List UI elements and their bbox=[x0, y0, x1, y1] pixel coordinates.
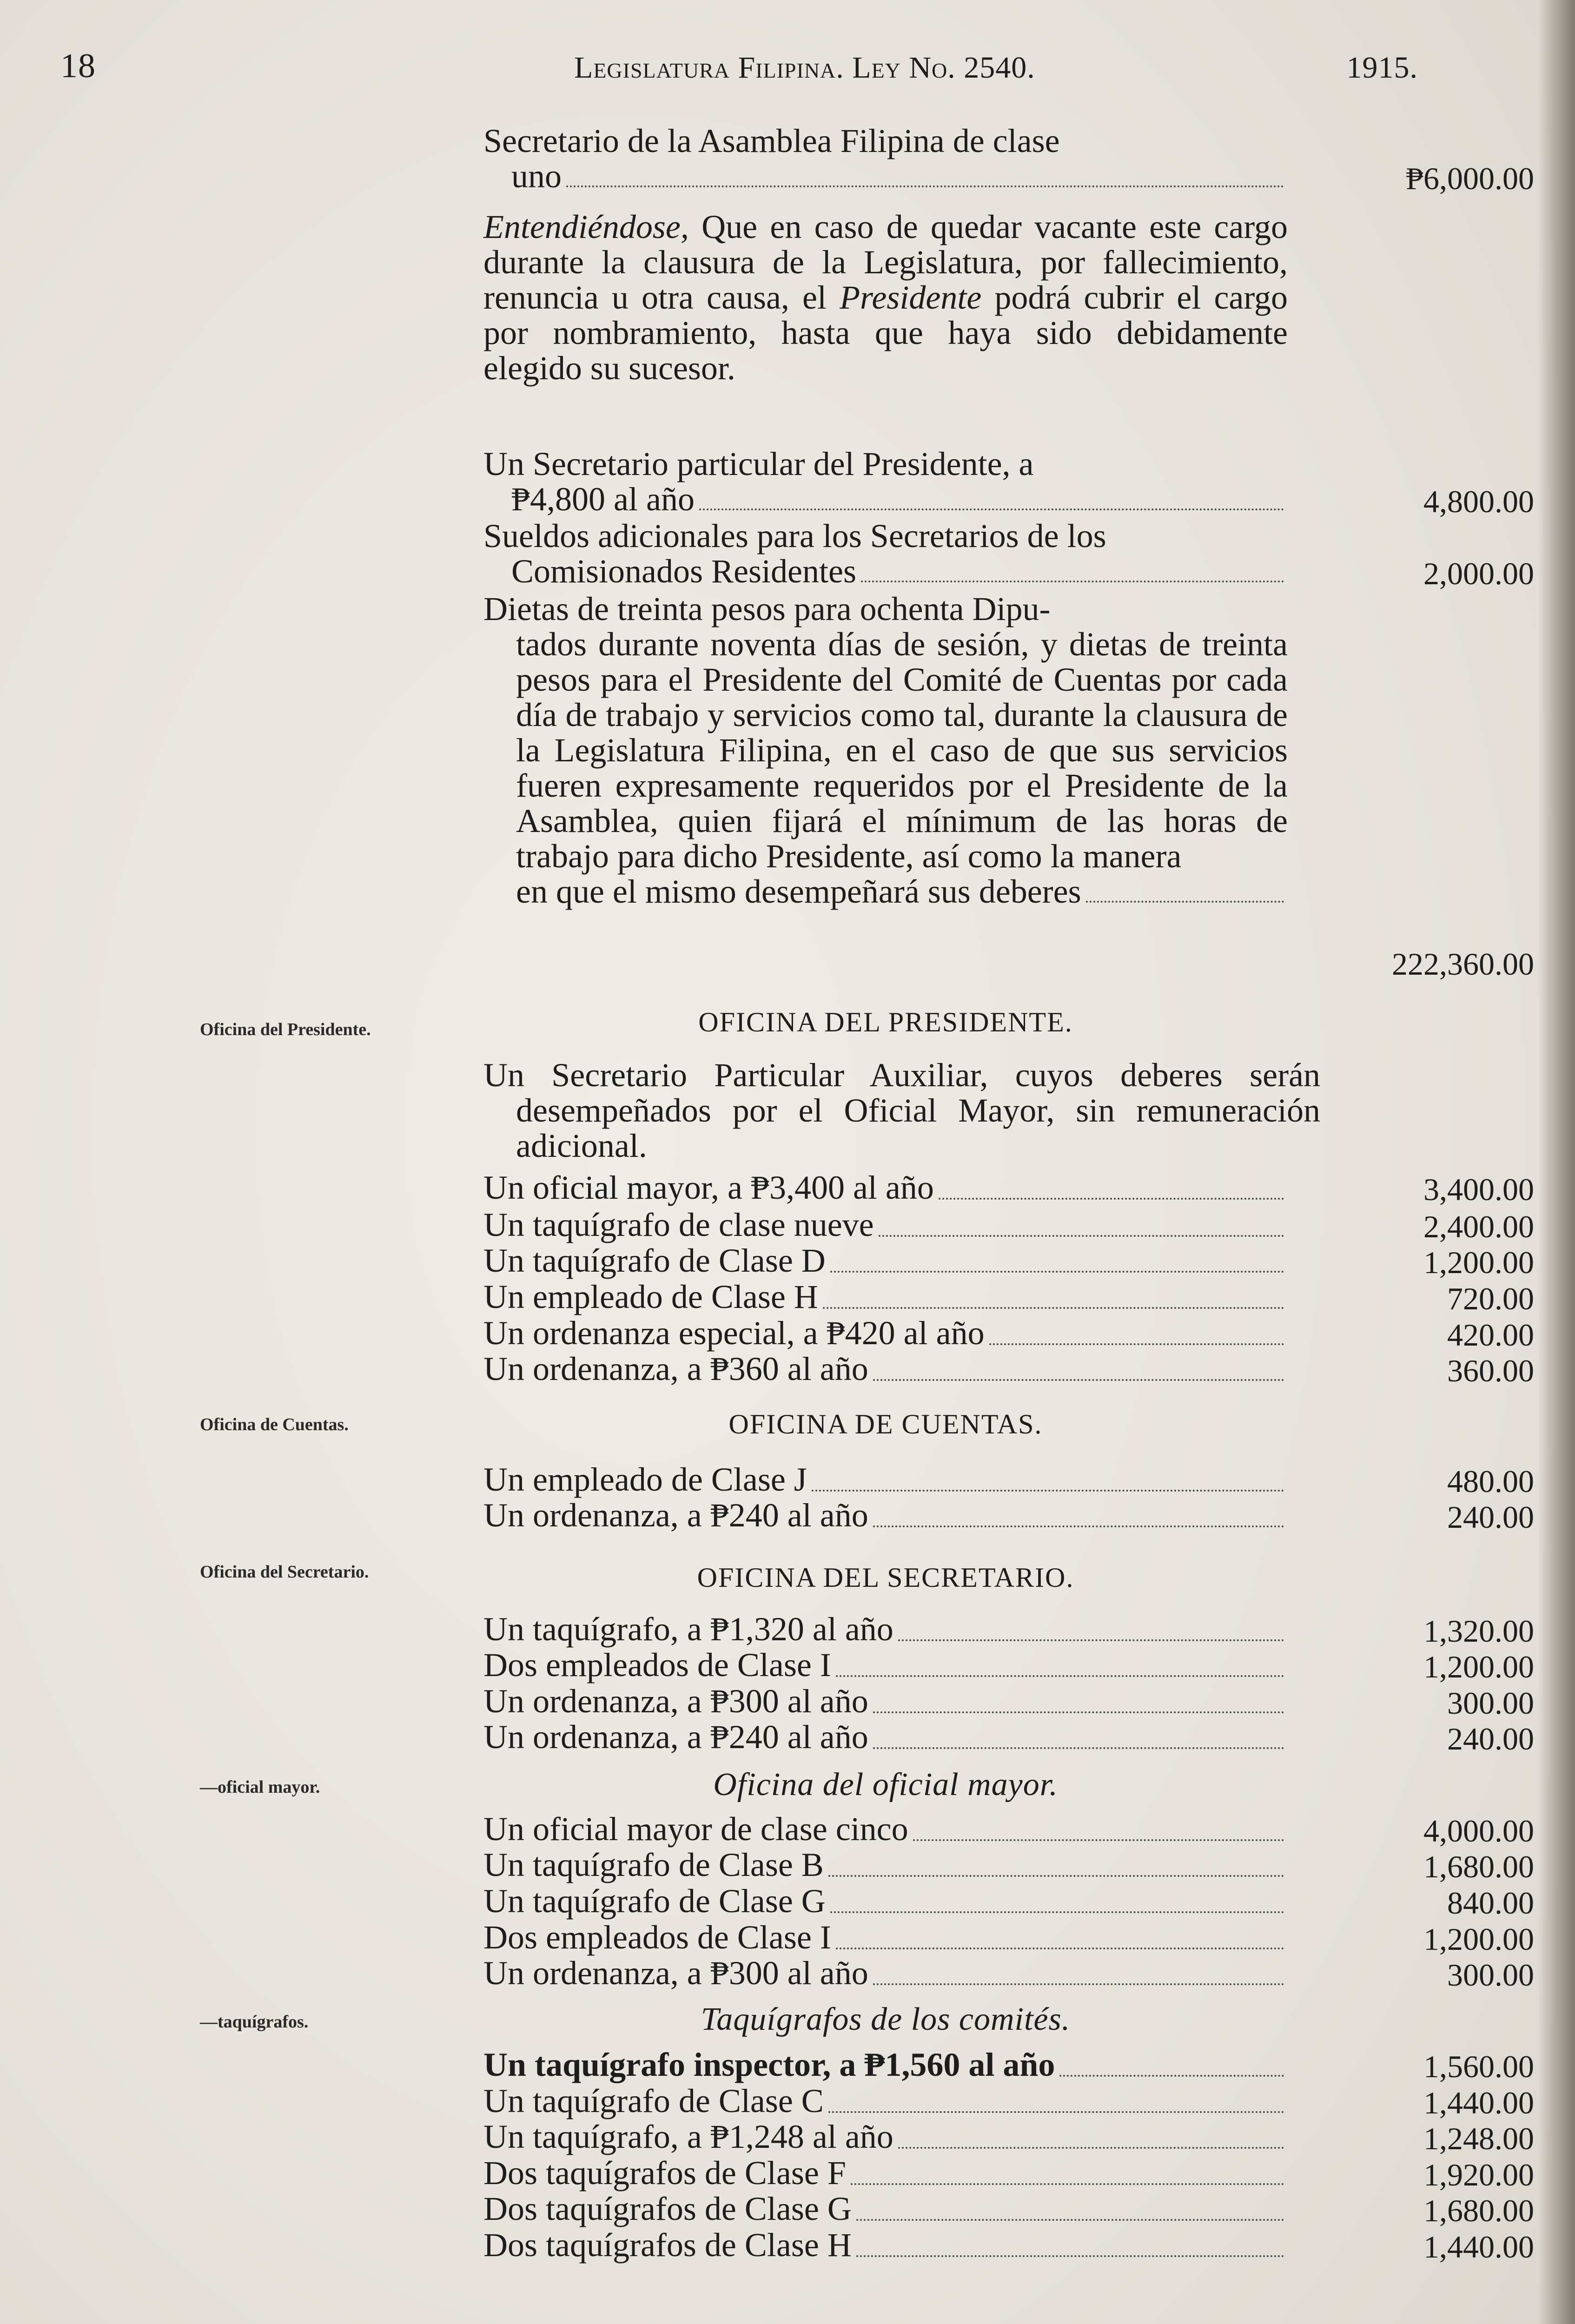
margin-note-oficial-mayor: —oficial mayor. bbox=[200, 1777, 320, 1797]
margin-note-cuentas: Oficina de Cuentas. bbox=[200, 1415, 349, 1434]
secretario-particular-amount: 4,800.00 bbox=[1423, 484, 1534, 519]
secretario-line2-text: uno bbox=[511, 158, 562, 195]
presidente-amount-3: 720.00 bbox=[1447, 1281, 1534, 1316]
presidente-item-0 bbox=[483, 1169, 1288, 1206]
secretario-amount: ₱6,000.00 bbox=[1406, 161, 1534, 196]
entendiendose-text2: podrá cubrir el cargo por nombramiento, hasta que haya sido debidamente elegido su sucesor. bbox=[483, 279, 1288, 387]
leader-dots bbox=[879, 1235, 1284, 1237]
leader-dots bbox=[566, 185, 1284, 187]
dietas-amount: 222,360.00 bbox=[1392, 946, 1534, 982]
presidente-amount-5: 360.00 bbox=[1447, 1353, 1534, 1388]
oficial-mayor-item-2 bbox=[483, 1882, 1288, 1920]
taquigrafos-amount-1: 1,440.00 bbox=[1423, 2085, 1534, 2120]
leader-dots bbox=[939, 1197, 1284, 1200]
presidente-item-2 bbox=[483, 1242, 1288, 1279]
secretario-item-2 bbox=[483, 1683, 1288, 1720]
heading-oficina-oficial-mayor: Oficina del oficial mayor. bbox=[713, 1767, 1058, 1802]
item-label: Un ordenanza, a ₱300 al año bbox=[483, 1683, 868, 1720]
presidente-item-3 bbox=[483, 1278, 1288, 1315]
secretario-amount-1: 1,200.00 bbox=[1423, 1649, 1534, 1684]
secretario-amount-2: 300.00 bbox=[1447, 1685, 1534, 1721]
leader-dots bbox=[851, 2183, 1284, 2185]
item-label: Un taquígrafo de Clase D bbox=[483, 1242, 826, 1279]
leader-dots bbox=[898, 2146, 1284, 2149]
item-label: Dos empleados de Clase I bbox=[483, 1646, 831, 1684]
presidente-amount-0: 3,400.00 bbox=[1423, 1172, 1534, 1207]
item-label: Un empleado de Clase J bbox=[483, 1461, 807, 1498]
leader-dots bbox=[873, 1379, 1284, 1381]
sueldos-entry bbox=[483, 518, 1288, 589]
heading-oficina-presidente: OFICINA DEL PRESIDENTE. bbox=[698, 1007, 1073, 1037]
leader-dots bbox=[828, 1875, 1284, 1877]
oficial-mayor-item-1 bbox=[483, 1846, 1288, 1883]
margin-note-secretario: Oficina del Secretario. bbox=[200, 1562, 369, 1582]
taquigrafos-item-3 bbox=[483, 2154, 1288, 2192]
oficial-mayor-amount-0: 4,000.00 bbox=[1423, 1813, 1534, 1849]
entendiendose-text: Que en caso de quedar vacante este cargo durante la clausura de la Legislatura, por fallecimiento, renuncia u otra causa, el bbox=[483, 208, 1288, 316]
taquigrafos-item-5 bbox=[483, 2226, 1288, 2264]
dietas-entry bbox=[483, 591, 1288, 909]
oficial-mayor-item-3 bbox=[483, 1919, 1288, 1956]
leader-dots bbox=[873, 1711, 1284, 1713]
secretario-entry bbox=[483, 123, 1288, 194]
entendiendose-paragraph bbox=[483, 209, 1288, 386]
leader-dots bbox=[873, 1983, 1284, 1985]
margin-note-taquigrafos: —taquígrafos. bbox=[200, 2012, 309, 2032]
leader-dots bbox=[830, 1270, 1284, 1273]
presidente-preamble: Un Secretario Particular Auxiliar, cuyos deberes serán desempeñados por el Oficial Mayor, sin remuneración adicional. bbox=[483, 1056, 1320, 1164]
item-label: Un taquígrafo, a ₱1,248 al año bbox=[483, 2118, 893, 2155]
leader-dots bbox=[1086, 900, 1284, 903]
item-label: Dos taquígrafos de Clase F bbox=[483, 2154, 846, 2192]
item-label: Un empleado de Clase H bbox=[483, 1278, 818, 1315]
leader-dots bbox=[812, 1489, 1284, 1492]
page-spine-shadow bbox=[1538, 0, 1575, 2324]
taquigrafos-amount-2: 1,248.00 bbox=[1423, 2121, 1534, 2156]
secretario-amount-0: 1,320.00 bbox=[1423, 1613, 1534, 1649]
item-label: Dos taquígrafos de Clase G bbox=[483, 2190, 852, 2227]
item-label: Un taquígrafo de Clase G bbox=[483, 1882, 826, 1920]
dietas-last-text: en que el mismo desempeñará sus deberes bbox=[516, 873, 1081, 910]
taquigrafos-item-1 bbox=[483, 2082, 1288, 2119]
oficial-mayor-amount-4: 300.00 bbox=[1447, 1957, 1534, 1993]
leader-dots bbox=[836, 1675, 1284, 1677]
taquigrafos-amount-0: 1,560.00 bbox=[1423, 2049, 1534, 2084]
page-header bbox=[60, 46, 1418, 98]
leader-dots bbox=[898, 1639, 1284, 1641]
secretario-particular-entry bbox=[483, 446, 1288, 517]
presidente-item-4 bbox=[483, 1314, 1288, 1352]
sueldos-line1: Sueldos adicionales para los Secretarios de los bbox=[483, 517, 1106, 555]
presidente-italic: Presidente bbox=[840, 279, 982, 316]
leader-dots bbox=[830, 1911, 1284, 1913]
item-label: Un taquígrafo inspector, a ₱1,560 al año bbox=[483, 2046, 1055, 2083]
page-number: 18 bbox=[60, 47, 96, 85]
leader-dots bbox=[699, 508, 1284, 510]
leader-dots bbox=[856, 2218, 1284, 2221]
leader-dots bbox=[823, 1307, 1284, 1309]
secretario-item-3 bbox=[483, 1718, 1288, 1756]
item-label: Un ordenanza, a ₱300 al año bbox=[483, 1954, 868, 1992]
leader-dots bbox=[1059, 2074, 1284, 2077]
heading-oficina-cuentas: OFICINA DE CUENTAS. bbox=[728, 1409, 1043, 1439]
dietas-last bbox=[483, 874, 1288, 909]
entendiendose-italic: Entendiéndose, bbox=[483, 208, 689, 245]
presidente-amount-4: 420.00 bbox=[1447, 1317, 1534, 1353]
item-label: Un ordenanza, a ₱240 al año bbox=[483, 1497, 868, 1534]
item-label: Un taquígrafo, a ₱1,320 al año bbox=[483, 1611, 893, 1648]
secretario-amount-3: 240.00 bbox=[1447, 1721, 1534, 1756]
secretario-line2 bbox=[483, 158, 1288, 194]
secretario-line1: Secretario de la Asamblea Filipina de clase bbox=[483, 122, 1060, 159]
item-label: Un taquígrafo de Clase C bbox=[483, 2082, 824, 2119]
leader-dots bbox=[856, 2255, 1284, 2257]
cuentas-item-1 bbox=[483, 1497, 1288, 1534]
oficial-mayor-amount-2: 840.00 bbox=[1447, 1885, 1534, 1921]
taquigrafos-item-2 bbox=[483, 2118, 1288, 2155]
item-label: Dos taquígrafos de Clase H bbox=[483, 2226, 852, 2264]
presidente-amount-1: 2,400.00 bbox=[1423, 1209, 1534, 1244]
oficial-mayor-amount-3: 1,200.00 bbox=[1423, 1921, 1534, 1957]
item-label: Un ordenanza, a ₱360 al año bbox=[483, 1350, 868, 1387]
leader-dots bbox=[873, 1525, 1284, 1527]
cuentas-amount-1: 240.00 bbox=[1447, 1499, 1534, 1535]
taquigrafos-amount-3: 1,920.00 bbox=[1423, 2157, 1534, 2192]
leader-dots bbox=[836, 1947, 1284, 1949]
dietas-rest: tados durante noventa días de sesión, y dietas de treinta pesos para el Presidente del Comité de Cuentas por cada día de trabajo y servicios como tal, durante la clausura de la Legislatura Filipina, en el caso de que sus servicios fueren expresamente requeridos por el Presidente de la Asamblea, quien fijará el mínimum de las horas de trabajo para dicho Presidente, así como la manera bbox=[516, 626, 1288, 875]
leader-dots bbox=[913, 1839, 1284, 1841]
running-year: 1915. bbox=[1346, 51, 1418, 85]
item-label: Un oficial mayor de clase cinco bbox=[483, 1810, 908, 1848]
running-title: Legislatura Filipina. Ley No. 2540. bbox=[574, 51, 1035, 85]
item-label: Dos empleados de Clase I bbox=[483, 1919, 831, 1956]
item-label: Un taquígrafo de Clase B bbox=[483, 1846, 824, 1883]
heading-taquigrafos-comites: Taquígrafos de los comités. bbox=[701, 2001, 1071, 2037]
secretario-item-1 bbox=[483, 1646, 1288, 1684]
item-label: Un ordenanza especial, a ₱420 al año bbox=[483, 1314, 985, 1352]
item-label: Un taquígrafo de clase nueve bbox=[483, 1206, 874, 1243]
taquigrafos-amount-4: 1,680.00 bbox=[1423, 2193, 1534, 2228]
item-label: Un ordenanza, a ₱240 al año bbox=[483, 1718, 868, 1756]
presidente-amount-2: 1,200.00 bbox=[1423, 1245, 1534, 1280]
secretario-particular-line1: Un Secretario particular del Presidente, a bbox=[483, 445, 1034, 482]
oficial-mayor-item-4 bbox=[483, 1954, 1288, 1992]
margin-note-presidente: Oficina del Presidente. bbox=[200, 1020, 371, 1039]
leader-dots bbox=[873, 1747, 1284, 1749]
cuentas-item-0 bbox=[483, 1461, 1288, 1498]
leader-dots bbox=[989, 1343, 1284, 1345]
cuentas-amount-0: 480.00 bbox=[1447, 1464, 1534, 1499]
presidente-item-5 bbox=[483, 1350, 1288, 1387]
taquigrafos-item-0 bbox=[483, 2046, 1288, 2083]
dietas-line1: Dietas de treinta pesos para ochenta Dipu- bbox=[483, 590, 1051, 627]
heading-oficina-secretario: OFICINA DEL SECRETARIO. bbox=[697, 1562, 1074, 1593]
item-label: Un oficial mayor, a ₱3,400 al año bbox=[483, 1169, 934, 1206]
taquigrafos-item-4 bbox=[483, 2190, 1288, 2227]
leader-dots bbox=[828, 2111, 1284, 2113]
sueldos-amount: 2,000.00 bbox=[1423, 556, 1534, 591]
oficial-mayor-amount-1: 1,680.00 bbox=[1423, 1849, 1534, 1884]
presidente-item-1 bbox=[483, 1206, 1288, 1243]
secretario-particular-line2-text: ₱4,800 al año bbox=[511, 481, 695, 518]
secretario-particular-line2 bbox=[483, 482, 1288, 517]
secretario-item-0 bbox=[483, 1611, 1288, 1648]
sueldos-line2 bbox=[483, 554, 1288, 589]
taquigrafos-amount-5: 1,440.00 bbox=[1423, 2229, 1534, 2265]
leader-dots bbox=[861, 580, 1284, 582]
oficial-mayor-item-0 bbox=[483, 1810, 1288, 1848]
sueldos-line2-text: Comisionados Residentes bbox=[511, 553, 856, 590]
